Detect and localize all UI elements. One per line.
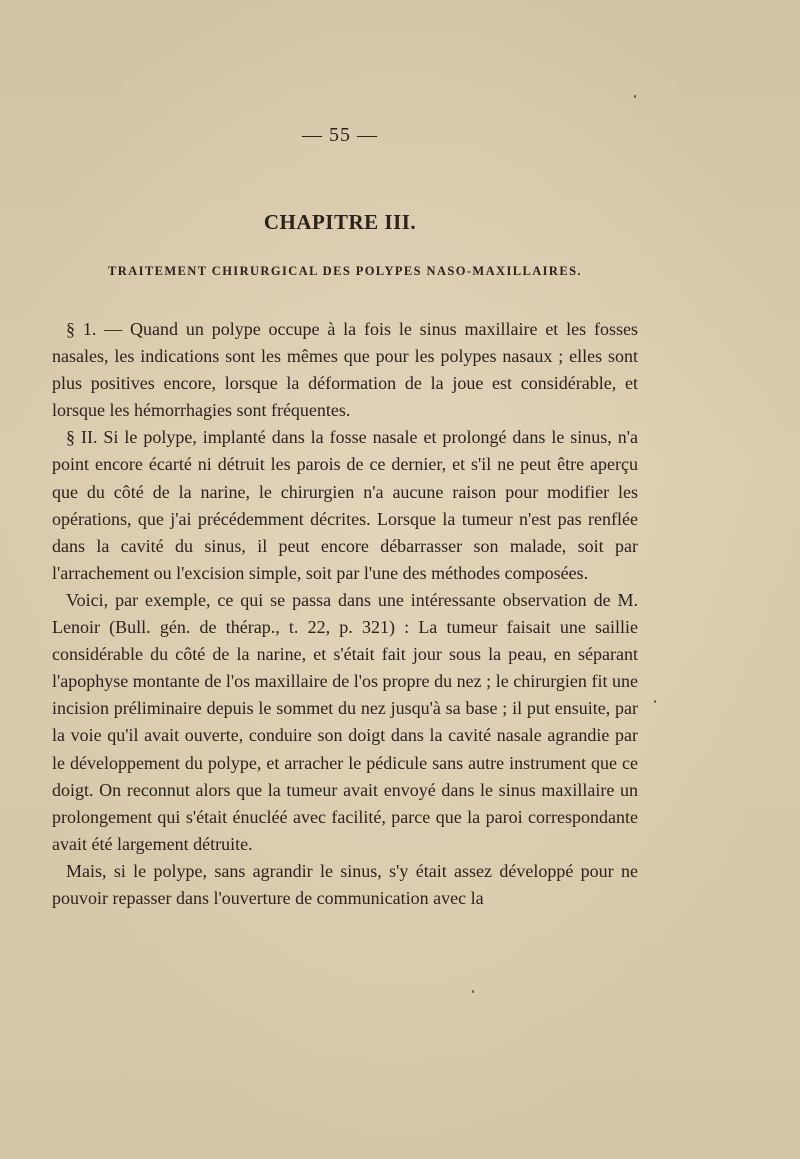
paragraph-2: § II. Si le polype, implanté dans la fosse nasale et prolongé dans le sinus, n'a point encore écarté ni détruit les parois de ce dernier, et s'il ne peut être aperçu que du côté de la narine, le chirurgien n'a aucune raison pour modifier les opérations, que j'ai précédemment décrites. Lorsque la tumeur n'est pas renflée dans la cavité du sinus, il peut encore débarrasser son malade, soit par l'arrachement ou l'excision simple, soit par l'une des méthodes composées. (52, 427, 638, 583)
paragraph-1: § 1. — Quand un polype occupe à la fois le sinus maxillaire et les fosses nasales, les indications sont les mêmes que pour les polypes nasaux ; elles sont plus positives encore, lorsque la déformation de la joue est considérable, et lorsque les hémorrhagies sont fréquentes. (52, 319, 638, 421)
chapter-title: CHAPITRE III. (263, 210, 417, 234)
paragraph-3: Voici, par exemple, ce qui se passa dans une intéressante observation de M. Lenoir (Bull. gén. de thérap., t. 22, p. 321) : La tumeur faisait une saillie considérable du côté de la narine, et s'était fait jour sous la peau, en séparant l'apophyse montante de l'os maxillaire de l'os propre du nez ; le chirurgien fit une incision préliminaire depuis le sommet du nez jusqu'à sa base ; il put ensuite, par la voie qu'il avait ouverte, conduire son doigt dans la cavité nasale agrandie par le développement du polype, et arracher le pédicule sans autre instrument que ce doigt. On reconnut alors que la tumeur avait envoyé dans le sinus maxillaire un prolongement qui s'était énucléé avec facilité, parce que la paroi correspondante avait été largement détruite. (52, 589, 638, 854)
body-text (52, 316, 638, 912)
paper-speck (634, 95, 636, 98)
page-number: — 55 — (302, 124, 378, 146)
chapter-subtitle: TRAITEMENT CHIRURGICAL DES POLYPES NASO-MAXILLAIRES. (108, 264, 582, 278)
paragraph-4: Mais, si le polype, sans agrandir le sinus, s'y était assez développé pour ne pouvoir repasser dans l'ouverture de communication avec la (52, 860, 638, 908)
paper-speck (654, 700, 656, 703)
paper-speck (472, 990, 474, 993)
